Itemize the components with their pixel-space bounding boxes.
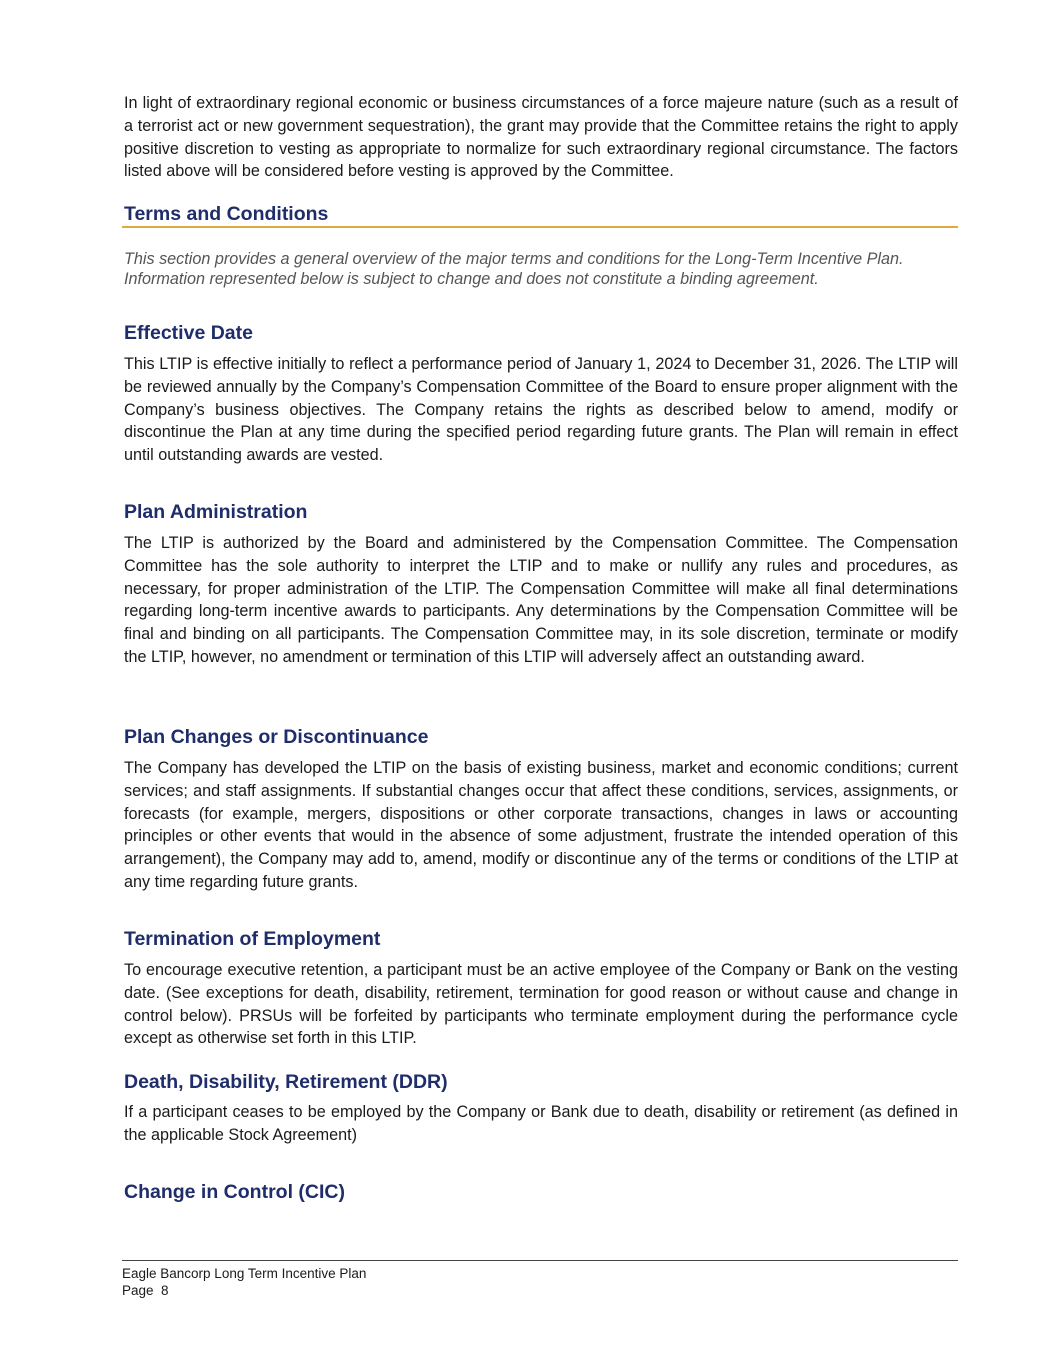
plan-administration-paragraph: The LTIP is authorized by the Board and administered by the Compensation Committee. The Compensation Committee has the sole authority to interpret the LTIP and to make or nullify any rules and procedures, as necessary, for proper administration of the LTIP. The Compensation Committee will make all final determinations regarding long-term incentive awards to participants. Any determinations by the Compensation Committee will be final and binding on all participants. The Compensation Committee may, in its sole discretion, terminate or modify the LTIP, however, no amendment or termination of this LTIP will adversely affect an outstanding award. bbox=[124, 534, 958, 666]
ddr-paragraph: If a participant ceases to be employed by the Company or Bank due to death, disability or retirement (as defined in the applicable Stock Agreement) bbox=[124, 1103, 958, 1144]
effective-date-paragraph: This LTIP is effective initially to reflect a performance period of January 1, 2024 to December 31, 2026. The LTIP will be reviewed annually by the Company’s Compensation Committee of the Board to ensure proper alignment with the Company’s business objectives. The Company retains the rights as described below to amend, modify or discontinue the Plan at any time during the specified period regarding future grants. The Plan will remain in effect until outstanding awards are vested. bbox=[124, 355, 958, 465]
termination-heading: Termination of Employment bbox=[124, 928, 381, 950]
terms-note: This section provides a general overview of the major terms and conditions for the Long-Term Incentive Plan. Information represented below is subject to change and does not constitute a binding agreement. bbox=[124, 250, 904, 288]
effective-date-heading: Effective Date bbox=[124, 322, 253, 344]
footer-title: Eagle Bancorp Long Term Incentive Plan bbox=[122, 1266, 367, 1281]
footer-page-number: Page 8 bbox=[122, 1283, 169, 1298]
plan-changes-paragraph: The Company has developed the LTIP on the basis of existing business, market and economic conditions; current services; and staff assignments. If substantial changes occur that affect these conditions, services, assignments, or forecasts (for example, mergers, dispositions or other corporate transactions, changes in laws or accounting principles or other events that would in the absence of some adjustment, frustrate the intended operation of this arrangement), the Company may add to, amend, modify or discontinue any of the terms or conditions of the LTIP at any time regarding future grants. bbox=[124, 759, 958, 891]
page-footer bbox=[122, 1260, 958, 1299]
intro-paragraph: In light of extraordinary regional economic or business circumstances of a force majeure nature (such as a result of a terrorist act or new government sequestration), the grant may provide that the Committee retains the right to apply positive discretion to vesting as appropriate to normalize for such extraordinary regional circumstance. The factors listed above will be considered before vesting is approved by the Committee. bbox=[124, 94, 958, 181]
plan-administration-heading: Plan Administration bbox=[124, 501, 308, 523]
section-divider bbox=[122, 226, 958, 228]
ddr-heading: Death, Disability, Retirement (DDR) bbox=[124, 1071, 448, 1093]
cic-heading: Change in Control (CIC) bbox=[124, 1181, 345, 1203]
terms-heading: Terms and Conditions bbox=[124, 203, 329, 225]
termination-paragraph: To encourage executive retention, a participant must be an active employee of the Company or Bank on the vesting date. (See exceptions for death, disability, retirement, termination for good reason or without cause and change in control below). PRSUs will be forfeited by participants who terminate employment during the performance cycle except as otherwise set forth in this LTIP. bbox=[124, 961, 958, 1048]
plan-changes-heading: Plan Changes or Discontinuance bbox=[124, 726, 429, 748]
